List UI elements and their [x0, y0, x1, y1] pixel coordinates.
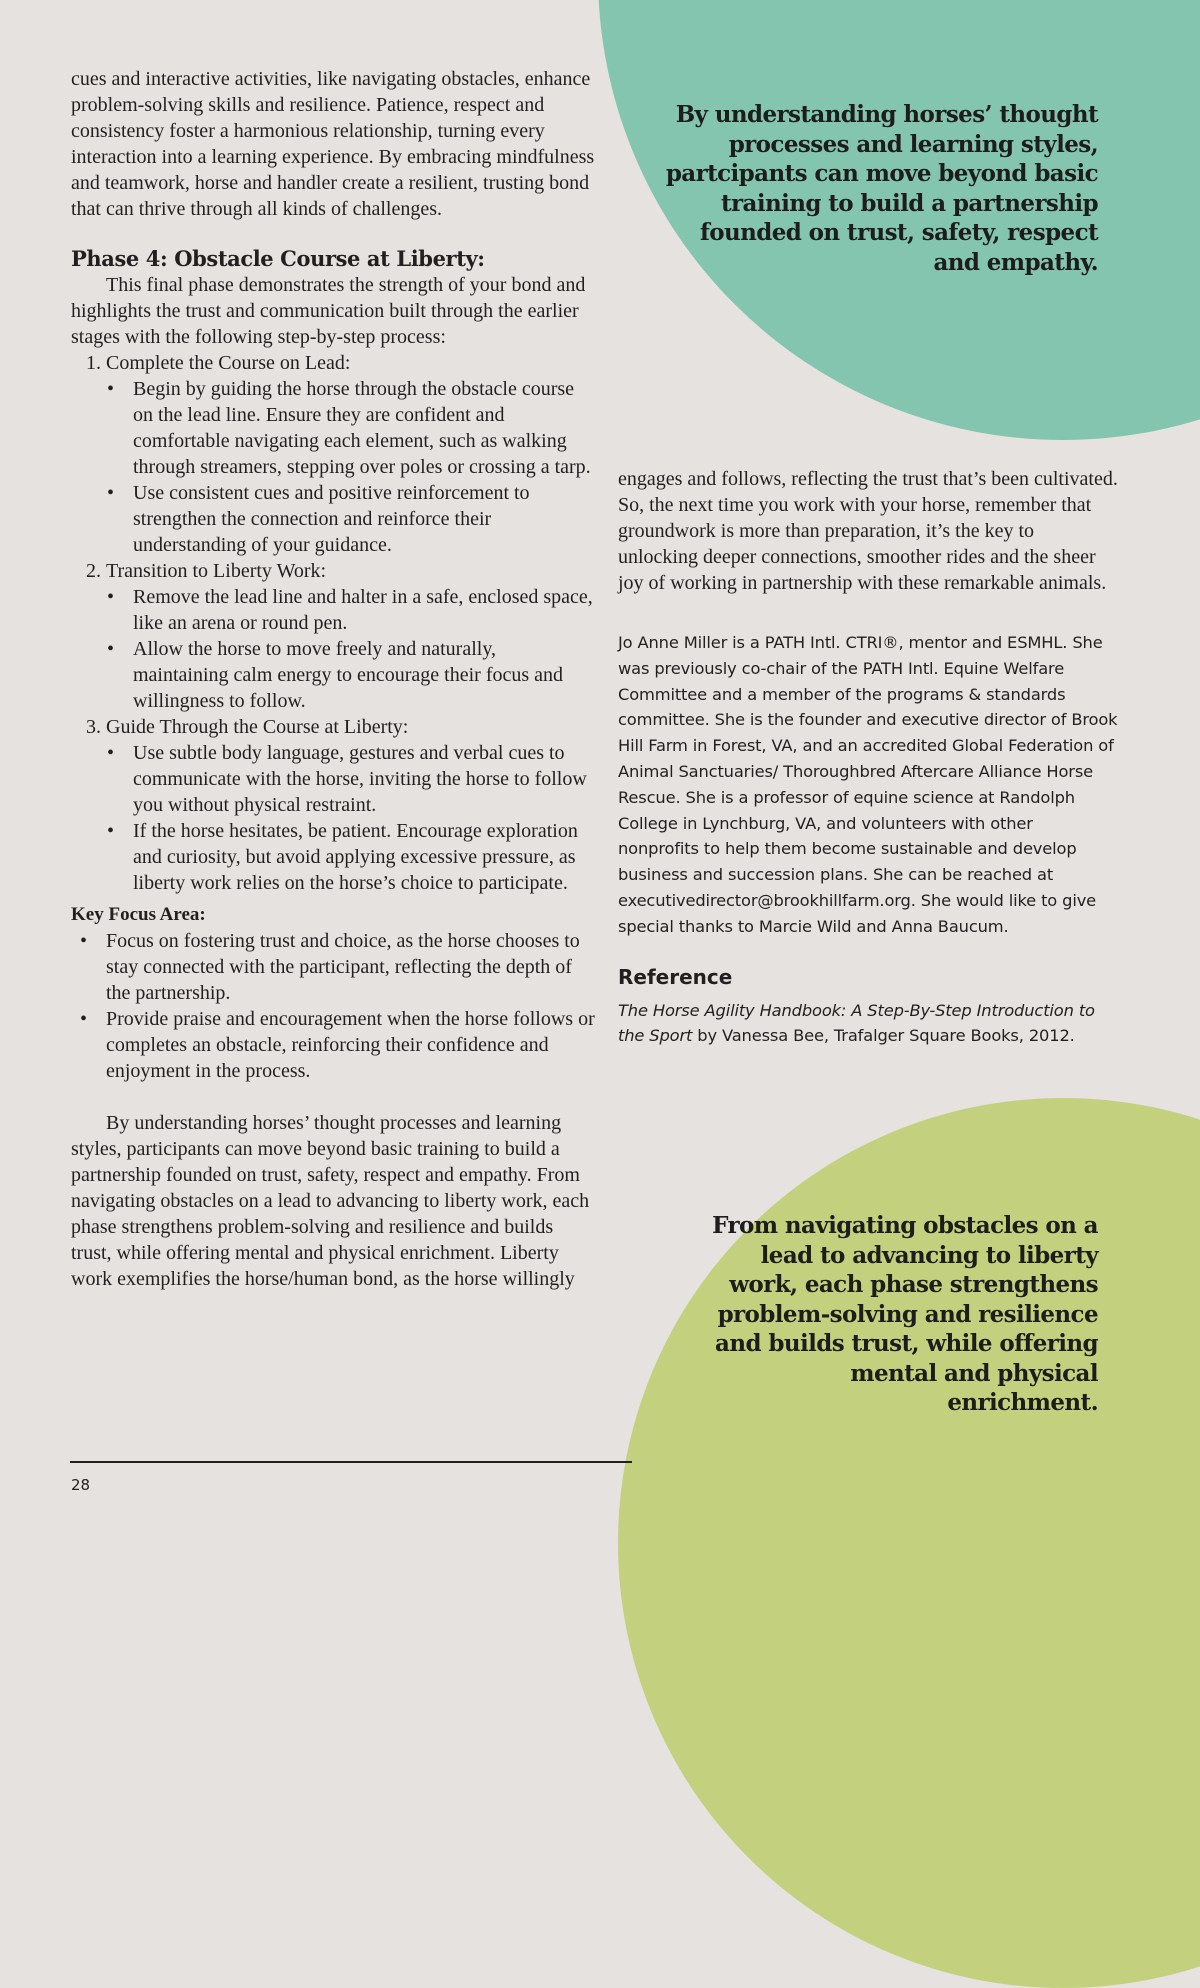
page-number: 28 [71, 1476, 91, 1494]
step-item [106, 558, 596, 714]
phase-heading: Phase 4: Obstacle Course at Liberty: [71, 246, 485, 271]
step-bullet: • If the horse hesitates, be patient. Encourage exploration and curiosity, but avoid applying excessive pressure, as liberty work relies on the horse’s choice to participate. [133, 818, 596, 896]
continuation-paragraph: engages and follows, reflecting the trust that’s been cultivated. So, the next time you work with your horse, remember that groundwork is more than preparation, it’s the key to unlocking deeper connections, smoother rides and the sheer joy of working in partnership with these remarkable animals. [618, 468, 1118, 594]
step-title: Complete the Course on Lead: [106, 352, 351, 374]
step-bullet: • Begin by guiding the horse through the obstacle course on the lead line. Ensure they are confident and comfortable navigating each element, such as walking through streamers, stepping over poles or crossing a tarp. [133, 376, 596, 480]
step-bullets [106, 740, 596, 896]
pull-quote-top: By understanding horses’ thought processes and learning styles, partcipants can move beyond basic training to build a partnership founded on trust, safety, respect and empathy. [665, 101, 1098, 276]
step-item [106, 714, 596, 896]
pull-quote-bottom: From navigating obstacles on a lead to advancing to liberty work, each phase strengthens problem-solving and resilience and builds trust, while offering mental and physical enrichment. [712, 1212, 1098, 1416]
key-focus-heading: Key Focus Area: [71, 904, 206, 925]
key-focus-bullet: • Provide praise and encouragement when the horse follows or completes an obstacle, reinforcing their confidence and enjoyment in the process. [106, 1006, 596, 1084]
key-focus-bullet: • Focus on fostering trust and choice, as the horse chooses to stay connected with the participant, reflecting the depth of the partnership. [106, 928, 596, 1006]
step-bullets [106, 584, 596, 714]
closing-paragraph: By understanding horses’ thought processes and learning styles, participants can move beyond basic training to build a partnership founded on trust, safety, respect and empathy. From navigating obstacles on a lead to advancing to liberty work, each phase strengthens problem-solving and resilience and builds trust, while offering mental and physical enrichment. Liberty work exemplifies the horse/human bond, as the horse willingly [71, 1112, 590, 1290]
step-bullets [106, 376, 596, 558]
paragraph-spacer [71, 1084, 596, 1110]
reference-heading: Reference [618, 964, 733, 989]
reference-citation [618, 998, 1118, 1050]
step-title: Transition to Liberty Work: [106, 560, 327, 582]
phase-intro-paragraph: This final phase demonstrates the strength of your bond and highlights the trust and communication built through the earlier stages with the following step-by-step process: [71, 274, 586, 348]
step-title: Guide Through the Course at Liberty: [106, 716, 409, 738]
author-bio: Jo Anne Miller is a PATH Intl. CTRI®, mentor and ESMHL. She was previously co-chair of the PATH Intl. Equine Welfare Committee and a member of the programs & standards committee. She is the founder and executive director of Brook Hill Farm in Forest, VA, and an accredited Global Federation of Animal Sanctuaries/ Thoroughbred Aftercare Alliance Horse Rescue. She is a professor of equine science at Randolph College in Lynchburg, VA, and volunteers with other nonprofits to help them become sustainable and develop business and succession plans. She can be reached at executivedirector@brookhillfarm.org. She would like to give special thanks to Marcie Wild and Anna Baucum. [618, 633, 1118, 936]
key-focus-list [71, 928, 596, 1084]
footer-rule [70, 1461, 632, 1463]
reference-book-title: The Horse Agility Handbook: A Step-By-Step Introduction to the Sport [618, 1000, 1095, 1046]
left-column [71, 66, 596, 1292]
right-column [618, 466, 1118, 1049]
step-bullet: • Use consistent cues and positive reinforcement to strengthen the connection and reinforce their understanding of your guidance. [133, 480, 596, 558]
step-bullet: • Remove the lead line and halter in a safe, enclosed space, like an arena or round pen. [133, 584, 596, 636]
intro-paragraph: cues and interactive activities, like navigating obstacles, enhance problem-solving skills and resilience. Patience, respect and consistency foster a harmonious relationship, turning every interaction into a learning experience. By embracing mindfulness and teamwork, horse and handler create a resilient, trusting bond that can thrive through all kinds of challenges. [71, 68, 595, 220]
reference-details: by Vanessa Bee, Trafalger Square Books, 2012. [692, 1026, 1075, 1046]
step-bullet: • Use subtle body language, gestures and verbal cues to communicate with the horse, inviting the horse to follow you without physical restraint. [133, 740, 596, 818]
step-item [106, 350, 596, 558]
steps-list [71, 350, 596, 896]
step-bullet: • Allow the horse to move freely and naturally, maintaining calm energy to encourage their focus and willingness to follow. [133, 636, 596, 714]
